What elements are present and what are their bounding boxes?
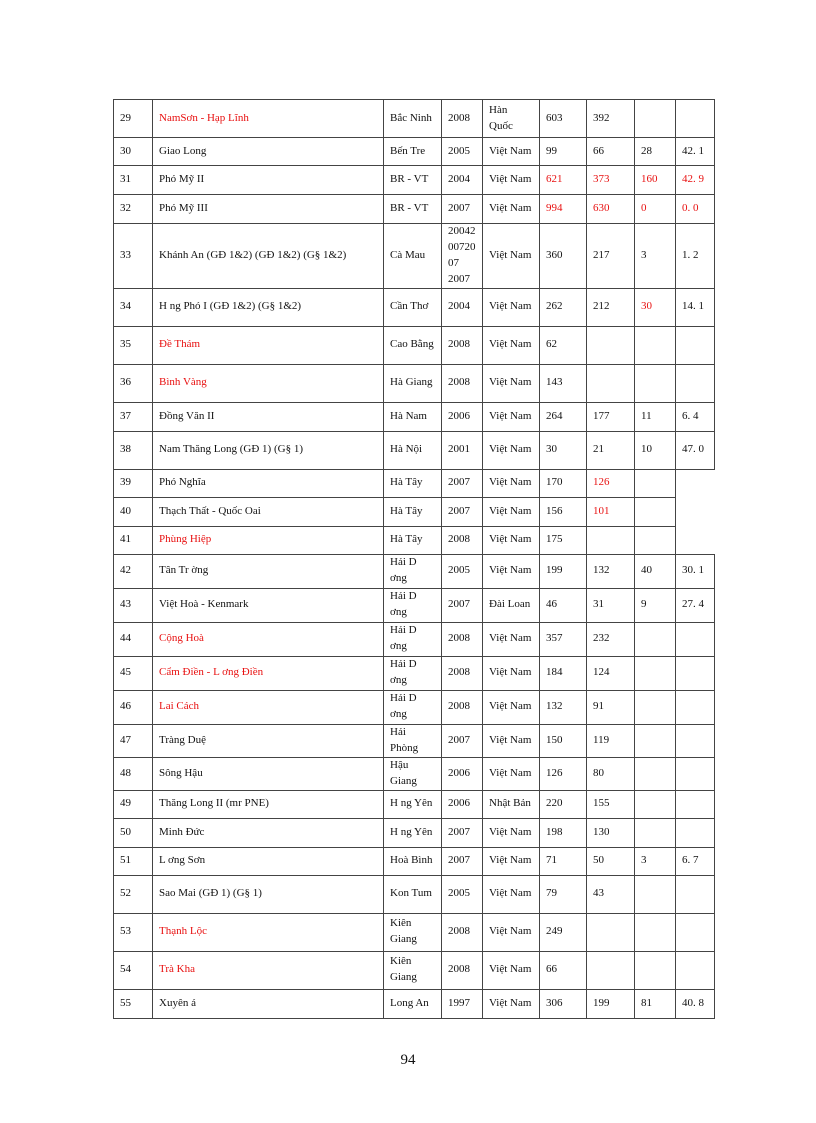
cell-country: Việt Nam [483, 138, 540, 166]
cell-c2: 31 [587, 588, 635, 622]
cell-country: Việt Nam [483, 724, 540, 757]
cell-c1: 46 [540, 588, 587, 622]
cell-name: Đồng Văn II [153, 402, 384, 431]
cell-province: Hà Giang [384, 364, 442, 402]
cell-name: Phó Mỹ II [153, 166, 384, 195]
cell-year: 2007 [442, 724, 483, 757]
table-row [114, 469, 715, 497]
cell-country: Việt Nam [483, 913, 540, 951]
cell-c4 [676, 818, 715, 847]
cell-c3 [635, 724, 676, 757]
cell-no: 36 [114, 364, 153, 402]
cell-province: H ng Yên [384, 818, 442, 847]
cell-c1: 264 [540, 402, 587, 431]
cell-year: 2005 [442, 554, 483, 588]
cell-country: Việt Nam [483, 951, 540, 989]
cell-year: 2006 [442, 757, 483, 790]
cell-c4: 40. 8 [676, 989, 715, 1018]
cell-c2: 119 [587, 724, 635, 757]
cell-c3: 28 [635, 138, 676, 166]
cell-c1: 621 [540, 166, 587, 195]
table-row [114, 526, 715, 554]
cell-c1: 175 [540, 526, 587, 554]
table-row [114, 195, 715, 224]
cell-no: 33 [114, 224, 153, 289]
cell-name: Cộng Hoà [153, 622, 384, 656]
cell-no: 41 [114, 526, 153, 554]
cell-c3 [635, 656, 676, 690]
table-row [114, 588, 715, 622]
cell-c2 [587, 913, 635, 951]
cell-year: 2008 [442, 913, 483, 951]
table-row [114, 656, 715, 690]
cell-c3 [635, 100, 676, 138]
cell-c4: 1. 2 [676, 224, 715, 289]
cell-province: Long An [384, 989, 442, 1018]
cell-province: Hải D ơng [384, 656, 442, 690]
table-row [114, 690, 715, 724]
cell-c4 [676, 656, 715, 690]
cell-no: 50 [114, 818, 153, 847]
table-body [114, 100, 715, 1019]
cell-c4 [676, 951, 715, 989]
cell-country: Việt Nam [483, 818, 540, 847]
cell-province: Hoà Bình [384, 847, 442, 875]
cell-c1: 30 [540, 431, 587, 469]
cell-c2: 132 [587, 554, 635, 588]
cell-province: Bắc Ninh [384, 100, 442, 138]
table-row [114, 847, 715, 875]
cell-c3 [635, 622, 676, 656]
cell-no: 49 [114, 790, 153, 818]
cell-province: Hải D ơng [384, 690, 442, 724]
cell-c2: 373 [587, 166, 635, 195]
cell-c1: 357 [540, 622, 587, 656]
cell-c2: 630 [587, 195, 635, 224]
cell-province: Hải D ơng [384, 622, 442, 656]
cell-c1: 126 [540, 757, 587, 790]
table-row [114, 166, 715, 195]
cell-province: Cà Mau [384, 224, 442, 289]
cell-no: 48 [114, 757, 153, 790]
cell-c1: 99 [540, 138, 587, 166]
cell-no: 52 [114, 875, 153, 913]
table-row [114, 402, 715, 431]
cell-country: Việt Nam [483, 431, 540, 469]
table-row [114, 100, 715, 138]
table-row [114, 989, 715, 1018]
table-row [114, 951, 715, 989]
cell-year: 2008 [442, 100, 483, 138]
cell-c2: 130 [587, 818, 635, 847]
cell-year: 2007 [442, 847, 483, 875]
cell-country: Đài Loan [483, 588, 540, 622]
cell-name: H ng Phó I (GĐ 1&2) (G§ 1&2) [153, 288, 384, 326]
cell-year: 2005 [442, 875, 483, 913]
cell-c3 [635, 469, 676, 497]
table-row [114, 757, 715, 790]
cell-c2: 124 [587, 656, 635, 690]
cell-c3 [635, 690, 676, 724]
cell-country: Việt Nam [483, 989, 540, 1018]
cell-c4 [676, 364, 715, 402]
cell-c3 [635, 364, 676, 402]
cell-c2: 392 [587, 100, 635, 138]
cell-no: 43 [114, 588, 153, 622]
cell-c3 [635, 951, 676, 989]
cell-c4 [676, 875, 715, 913]
cell-c4: 27. 4 [676, 588, 715, 622]
cell-c2 [587, 951, 635, 989]
table-row [114, 790, 715, 818]
cell-c1: 71 [540, 847, 587, 875]
cell-province: Hà Nam [384, 402, 442, 431]
cell-name: Phó Nghĩa [153, 469, 384, 497]
cell-year: 2007 [442, 497, 483, 526]
cell-province: Hải D ơng [384, 588, 442, 622]
cell-province: Hà Tây [384, 526, 442, 554]
cell-c4: 14. 1 [676, 288, 715, 326]
cell-year: 2007 [442, 195, 483, 224]
table-row [114, 224, 715, 289]
cell-c2: 199 [587, 989, 635, 1018]
cell-no: 40 [114, 497, 153, 526]
cell-province: Hà Nội [384, 431, 442, 469]
cell-c2: 50 [587, 847, 635, 875]
cell-c2: 80 [587, 757, 635, 790]
cell-c3: 9 [635, 588, 676, 622]
cell-year: 2001 [442, 431, 483, 469]
cell-province: BR - VT [384, 166, 442, 195]
cell-year: 2004 [442, 288, 483, 326]
cell-no: 39 [114, 469, 153, 497]
cell-c2: 66 [587, 138, 635, 166]
cell-province: Cao Bằng [384, 326, 442, 364]
cell-province: H ng Yên [384, 790, 442, 818]
cell-province: Hà Tây [384, 497, 442, 526]
cell-c3 [635, 913, 676, 951]
cell-c4: 0. 0 [676, 195, 715, 224]
page-number: 94 [400, 1052, 416, 1068]
cell-year: 2006 [442, 790, 483, 818]
cell-c3: 3 [635, 224, 676, 289]
cell-country: Việt Nam [483, 224, 540, 289]
cell-c2 [587, 326, 635, 364]
cell-c4: 6. 4 [676, 402, 715, 431]
cell-c4: 6. 7 [676, 847, 715, 875]
cell-name: Thạnh Lộc [153, 913, 384, 951]
cell-year: 2004 [442, 166, 483, 195]
cell-c1: 994 [540, 195, 587, 224]
cell-country: Nhật Bản [483, 790, 540, 818]
cell-c4 [676, 100, 715, 138]
cell-c2 [587, 364, 635, 402]
cell-no: 29 [114, 100, 153, 138]
cell-no: 32 [114, 195, 153, 224]
cell-year: 2007 [442, 469, 483, 497]
cell-no: 34 [114, 288, 153, 326]
cell-c4 [676, 622, 715, 656]
cell-name: Thạch Thất - Quốc Oai [153, 497, 384, 526]
cell-c3 [635, 757, 676, 790]
cell-c2: 212 [587, 288, 635, 326]
cell-country: Việt Nam [483, 690, 540, 724]
cell-name: Giao Long [153, 138, 384, 166]
cell-c3: 30 [635, 288, 676, 326]
cell-year: 1997 [442, 989, 483, 1018]
cell-c3: 81 [635, 989, 676, 1018]
table-row [114, 818, 715, 847]
cell-year: 2008 [442, 951, 483, 989]
industrial-zones-table [113, 99, 715, 1019]
cell-c1: 62 [540, 326, 587, 364]
cell-country: Việt Nam [483, 656, 540, 690]
cell-c1: 220 [540, 790, 587, 818]
cell-country: Việt Nam [483, 364, 540, 402]
cell-c1: 360 [540, 224, 587, 289]
cell-name: Phó Mỹ III [153, 195, 384, 224]
cell-year: 2006 [442, 402, 483, 431]
cell-name: Trà Kha [153, 951, 384, 989]
cell-name: Xuyên á [153, 989, 384, 1018]
cell-c4: 42. 9 [676, 166, 715, 195]
cell-c2: 126 [587, 469, 635, 497]
cell-province: Hải Phòng [384, 724, 442, 757]
cell-name: Sông Hậu [153, 757, 384, 790]
cell-name: Tràng Duệ [153, 724, 384, 757]
cell-year: 2008 [442, 622, 483, 656]
table-row [114, 875, 715, 913]
cell-province: Kon Tum [384, 875, 442, 913]
table-row [114, 326, 715, 364]
table-row [114, 724, 715, 757]
cell-province: Bến Tre [384, 138, 442, 166]
cell-country: Việt Nam [483, 875, 540, 913]
cell-no: 31 [114, 166, 153, 195]
cell-year: 2005 [442, 138, 483, 166]
cell-no: 54 [114, 951, 153, 989]
cell-name: Lai Cách [153, 690, 384, 724]
cell-c1: 66 [540, 951, 587, 989]
empty-cell [676, 469, 715, 497]
cell-country: Việt Nam [483, 195, 540, 224]
cell-province: Hải D ơng [384, 554, 442, 588]
cell-c1: 184 [540, 656, 587, 690]
cell-province: Cần Thơ [384, 288, 442, 326]
table-row [114, 497, 715, 526]
cell-name: Việt Hoà - Kenmark [153, 588, 384, 622]
cell-year: 2007 [442, 818, 483, 847]
cell-c3 [635, 818, 676, 847]
cell-name: Khánh An (GĐ 1&2) (GĐ 1&2) (G§ 1&2) [153, 224, 384, 289]
cell-name: Tân Tr ờng [153, 554, 384, 588]
cell-province: Hậu Giang [384, 757, 442, 790]
table-row [114, 554, 715, 588]
empty-cell [676, 526, 715, 554]
cell-c3 [635, 497, 676, 526]
cell-country: Việt Nam [483, 757, 540, 790]
table-row [114, 138, 715, 166]
cell-no: 45 [114, 656, 153, 690]
cell-name: Đề Thám [153, 326, 384, 364]
cell-c3 [635, 875, 676, 913]
cell-no: 37 [114, 402, 153, 431]
cell-no: 46 [114, 690, 153, 724]
cell-country: Việt Nam [483, 469, 540, 497]
cell-c2: 101 [587, 497, 635, 526]
cell-country: Việt Nam [483, 526, 540, 554]
cell-no: 35 [114, 326, 153, 364]
cell-c3 [635, 790, 676, 818]
cell-c1: 262 [540, 288, 587, 326]
cell-c2: 177 [587, 402, 635, 431]
cell-year: 2008 [442, 690, 483, 724]
cell-province: Hà Tây [384, 469, 442, 497]
cell-c1: 603 [540, 100, 587, 138]
cell-no: 51 [114, 847, 153, 875]
cell-country: Việt Nam [483, 166, 540, 195]
cell-c2: 217 [587, 224, 635, 289]
cell-country: Việt Nam [483, 326, 540, 364]
cell-c4 [676, 757, 715, 790]
cell-c3: 10 [635, 431, 676, 469]
table-row [114, 431, 715, 469]
cell-c2: 155 [587, 790, 635, 818]
cell-c4: 30. 1 [676, 554, 715, 588]
table-row [114, 913, 715, 951]
cell-c3: 160 [635, 166, 676, 195]
cell-c3: 40 [635, 554, 676, 588]
cell-no: 38 [114, 431, 153, 469]
cell-name: Minh Đức [153, 818, 384, 847]
cell-c1: 150 [540, 724, 587, 757]
table-row [114, 288, 715, 326]
cell-no: 53 [114, 913, 153, 951]
cell-c1: 199 [540, 554, 587, 588]
cell-c4 [676, 724, 715, 757]
cell-c2: 43 [587, 875, 635, 913]
cell-country: Việt Nam [483, 554, 540, 588]
cell-c4 [676, 326, 715, 364]
cell-c4 [676, 913, 715, 951]
cell-country: Việt Nam [483, 402, 540, 431]
cell-province: Kiên Giang [384, 951, 442, 989]
cell-c4: 42. 1 [676, 138, 715, 166]
cell-country: Việt Nam [483, 497, 540, 526]
cell-year: 2008 [442, 326, 483, 364]
cell-no: 44 [114, 622, 153, 656]
table-row [114, 364, 715, 402]
cell-c4 [676, 690, 715, 724]
cell-year: 2008 [442, 364, 483, 402]
cell-c1: 249 [540, 913, 587, 951]
cell-no: 47 [114, 724, 153, 757]
cell-c2: 21 [587, 431, 635, 469]
cell-c3: 11 [635, 402, 676, 431]
cell-name: Sao Mai (GĐ 1) (G§ 1) [153, 875, 384, 913]
cell-name: NamSơn - Hạp Lĩnh [153, 100, 384, 138]
cell-c3: 3 [635, 847, 676, 875]
cell-c3 [635, 326, 676, 364]
cell-name: L ơng Sơn [153, 847, 384, 875]
cell-province: BR - VT [384, 195, 442, 224]
cell-year: 2008 [442, 656, 483, 690]
cell-name: Nam Thăng Long (GĐ 1) (G§ 1) [153, 431, 384, 469]
cell-country: Việt Nam [483, 288, 540, 326]
cell-name: Bình Vàng [153, 364, 384, 402]
cell-name: Phùng Hiệp [153, 526, 384, 554]
cell-name: Thăng Long II (mr PNE) [153, 790, 384, 818]
cell-country: Hàn Quốc [483, 100, 540, 138]
empty-cell [676, 497, 715, 526]
cell-no: 42 [114, 554, 153, 588]
cell-c2 [587, 526, 635, 554]
cell-c4: 47. 0 [676, 431, 715, 469]
cell-c1: 156 [540, 497, 587, 526]
cell-country: Việt Nam [483, 622, 540, 656]
cell-c1: 132 [540, 690, 587, 724]
cell-year: 20042 00720 07 2007 [442, 224, 483, 289]
cell-c4 [676, 790, 715, 818]
cell-c1: 198 [540, 818, 587, 847]
cell-no: 30 [114, 138, 153, 166]
cell-province: Kiên Giang [384, 913, 442, 951]
cell-c1: 306 [540, 989, 587, 1018]
cell-no: 55 [114, 989, 153, 1018]
cell-c1: 170 [540, 469, 587, 497]
table-row [114, 622, 715, 656]
cell-c1: 79 [540, 875, 587, 913]
cell-year: 2007 [442, 588, 483, 622]
cell-c3: 0 [635, 195, 676, 224]
cell-name: Cẩm Điền - L ơng Điền [153, 656, 384, 690]
cell-c3 [635, 526, 676, 554]
cell-c2: 91 [587, 690, 635, 724]
cell-c1: 143 [540, 364, 587, 402]
cell-country: Việt Nam [483, 847, 540, 875]
cell-c2: 232 [587, 622, 635, 656]
cell-year: 2008 [442, 526, 483, 554]
